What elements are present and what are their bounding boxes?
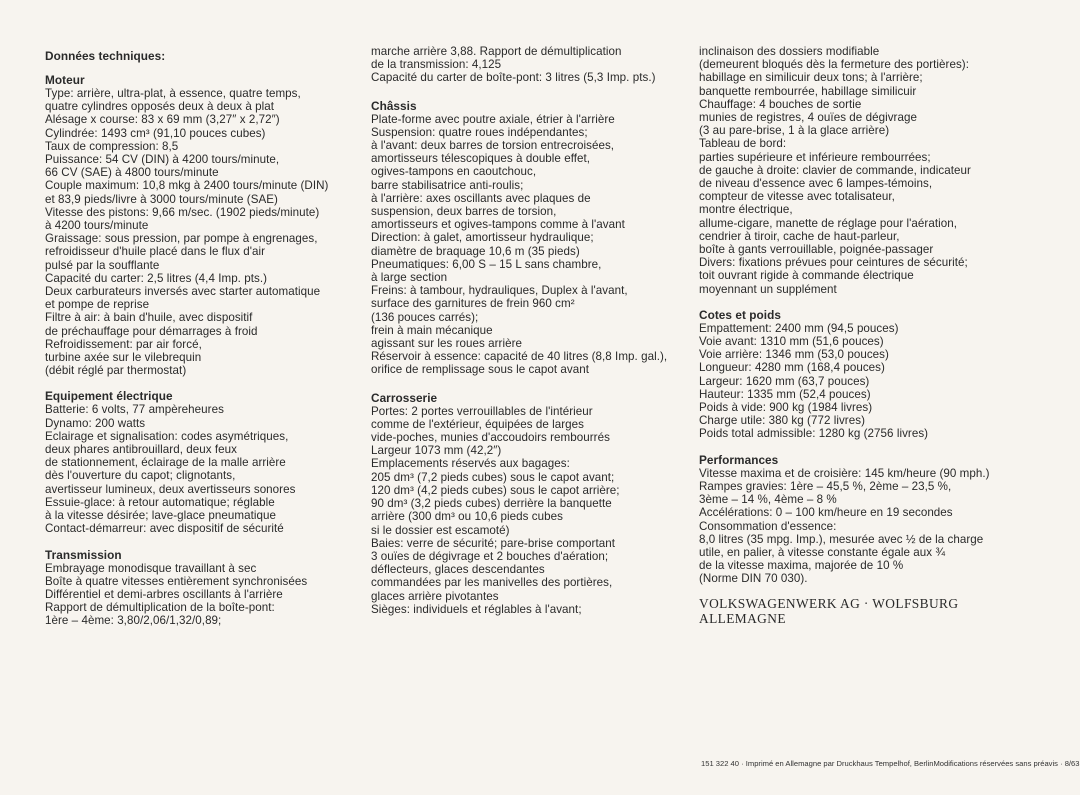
text-line: de stationnement, éclairage de la malle arrière (45, 456, 286, 470)
text-line: Consommation d'essence: (699, 519, 837, 533)
section-heading: Carrosserie (371, 390, 438, 405)
text-line: 8,0 litres (35 mpg. Imp.), mesurée avec ½ de la charge (699, 532, 984, 546)
section-lines (371, 405, 696, 616)
text-line: orifice de remplissage sous le capot avant (371, 363, 589, 377)
text-line: à la vitesse désirée; lave-glace pneumatique (45, 509, 276, 523)
text-line: Essuie-glace: à retour automatique; réglable (45, 495, 275, 509)
column-left (45, 49, 365, 628)
section-equipement-electrique (45, 389, 365, 535)
spacer (699, 296, 1029, 308)
text-line: à large section (371, 271, 448, 285)
text-line: dès l'ouverture du capot; clignotants, (45, 469, 236, 483)
text-line: déflecteurs, glaces descendantes (371, 563, 545, 577)
text-line: inclinaison des dossiers modifiable (699, 45, 880, 58)
text-line: Modifications réservées sans préavis · 8/63 (933, 759, 1080, 768)
text-line: Poids total admissible: 1280 kg (2756 livres) (699, 427, 929, 441)
continued-text (699, 45, 1029, 296)
text-line: Portes: 2 portes verrouillables de l'intérieur (371, 404, 593, 418)
text-line: habillage en similicuir deux tons; à l'arrière; (699, 71, 923, 85)
text-line: Réservoir à essence: capacité de 40 litres (8,8 Imp. gal.), (371, 350, 668, 364)
text-line: Taux de compression: 8,5 (45, 139, 179, 153)
text-line: (3 au pare-brise, 1 à la glace arrière) (699, 124, 890, 138)
text-line: Sièges: individuels et réglables à l'avant; (371, 602, 582, 616)
text-line: de la transmission: 4,125 (371, 58, 502, 72)
text-line: munies de registres, 4 ouïes de dégivrage (699, 111, 917, 125)
text-line: Contact-démarreur: avec dispositif de sécurité (45, 522, 284, 536)
text-line: agissant sur les roues arrière (371, 337, 522, 351)
text-line: Couple maximum: 10,8 mkg à 2400 tours/minute (DIN) (45, 179, 329, 193)
text-line: Embrayage monodisque travaillant à sec (45, 561, 257, 575)
text-line: (débit réglé par thermostat) (45, 364, 187, 378)
text-line: à l'arrière: axes oscillants avec plaques de (371, 191, 591, 205)
text-line: montre électrique, (699, 203, 793, 217)
text-line: 1ère – 4ème: 3,80/2,06/1,32/0,89; (45, 614, 222, 628)
company-name (699, 596, 1029, 626)
text-line: Tableau de bord: (699, 137, 787, 151)
text-line: amortisseurs télescopiques à double effet, (371, 152, 591, 166)
text-line: utile, en palier, à vitesse constante égale aux ¾ (699, 545, 946, 559)
section-lines (699, 322, 1029, 441)
text-line: 3 ouïes de dégivrage et 2 bouches d'aération; (371, 549, 609, 563)
text-line: Largeur 1073 mm (42,2″) (371, 444, 502, 458)
text-line: vide-poches, munies d'accoudoirs rembourrés (371, 431, 610, 445)
continued-text (371, 45, 696, 85)
text-line: Accélérations: 0 – 100 km/heure en 19 secondes (699, 506, 953, 520)
text-line: ALLEMAGNE (699, 610, 786, 626)
section-transmission (45, 548, 365, 628)
spacer (371, 85, 696, 99)
text-line: allume-cigare, manette de réglage pour l'aération, (699, 216, 957, 230)
spacer (45, 377, 365, 389)
text-line: 3ème – 14 %, 4ème – 8 % (699, 493, 837, 507)
text-line: moyennant un supplément (699, 282, 837, 296)
text-line: diamètre de braquage 10,6 m (35 pieds) (371, 244, 580, 258)
section-heading: Transmission (45, 547, 122, 562)
text-line: Capacité du carter de boîte-pont: 3 litres (5,3 Imp. pts.) (371, 71, 656, 85)
text-line: compteur de vitesse avec totalisateur, (699, 190, 895, 204)
text-line: et 83,9 pieds/livre à 3000 tours/minute (SAE) (45, 192, 278, 206)
text-line: Emplacements réservés aux bagages: (371, 457, 570, 471)
text-line: avertisseur lumineux, deux avertisseurs sonores (45, 482, 296, 496)
text-line: cendrier à tiroir, cache de haut-parleur, (699, 229, 900, 243)
text-line: de la vitesse maxima, majorée de 10 % (699, 559, 904, 573)
document-title: Données techniques: (45, 49, 166, 63)
text-line: barre stabilisatrice anti-roulis; (371, 178, 524, 192)
text-line: Empattement: 2400 mm (94,5 pouces) (699, 321, 899, 335)
text-line: de préchauffage pour démarrages à froid (45, 324, 258, 338)
print-footer (701, 758, 1080, 770)
text-line: arrière (300 dm³ ou 10,6 pieds cubes (371, 510, 563, 524)
text-line: et pompe de reprise (45, 298, 150, 312)
section-cotes-et-poids (699, 308, 1029, 441)
text-line: Largeur: 1620 mm (63,7 pouces) (699, 374, 870, 388)
text-line: toit ouvrant rigide à commande électrique (699, 269, 914, 283)
section-lines (45, 562, 365, 628)
text-line: Eclairage et signalisation: codes asymétriques, (45, 429, 289, 443)
section-heading: Cotes et poids (699, 307, 781, 322)
text-line: à 4200 tours/minute (45, 219, 149, 233)
text-line: pulsé par la soufflante (45, 258, 160, 272)
text-line: suspension, deux barres de torsion, (371, 205, 557, 219)
text-line: ogives-tampons en caoutchouc, (371, 165, 537, 179)
text-line: de gauche à droite: clavier de commande, indicateur (699, 163, 971, 177)
text-line: Deux carburateurs inversés avec starter automatique (45, 285, 321, 299)
text-line: Cylindrée: 1493 cm³ (91,10 pouces cubes) (45, 126, 266, 140)
text-line: Vitesse des pistons: 9,66 m/sec. (1902 pieds/minute) (45, 205, 320, 219)
text-line: Boîte à quatre vitesses entièrement synchronisées (45, 574, 308, 588)
text-line: Poids à vide: 900 kg (1984 livres) (699, 401, 873, 415)
section-chassis (371, 99, 696, 377)
section-performances (699, 453, 1029, 586)
section-heading: Performances (699, 452, 779, 467)
text-line: parties supérieure et inférieure rembourrées; (699, 150, 931, 164)
section-heading: Châssis (371, 98, 417, 113)
text-line: Longueur: 4280 mm (168,4 pouces) (699, 361, 885, 375)
text-line: 120 dm³ (4,2 pieds cubes) sous le capot arrière; (371, 483, 620, 497)
text-line: Refroidissement: par air forcé, (45, 337, 202, 351)
text-line: Vitesse maxima et de croisière: 145 km/heure (90 mph.) (699, 466, 990, 480)
spacer (45, 536, 365, 548)
text-line: boîte à gants verrouillable, poignée-passager (699, 243, 934, 257)
text-line: Rapport de démultiplication de la boîte-pont: (45, 601, 275, 615)
text-line: Batterie: 6 volts, 77 ampèreheures (45, 403, 224, 417)
text-line: 66 CV (SAE) à 4800 tours/minute (45, 166, 219, 180)
text-line: Puissance: 54 CV (DIN) à 4200 tours/minute, (45, 153, 280, 167)
column-middle (371, 45, 696, 616)
text-line: de niveau d'essence avec 6 lampes-témoins, (699, 177, 933, 191)
text-line: glaces arrière pivotantes (371, 589, 499, 603)
section-heading: Equipement électrique (45, 389, 173, 404)
text-line: Alésage x course: 83 x 69 mm (3,27″ x 2,72″) (45, 113, 280, 127)
text-line: (demeurent bloqués dès la fermeture des portières): (699, 58, 969, 72)
text-line: turbine axée sur le vilebrequin (45, 351, 202, 365)
text-line: Différentiel et demi-arbres oscillants à l'arrière (45, 587, 283, 601)
text-line: marche arrière 3,88. Rapport de démultiplication (371, 45, 622, 58)
text-line: Baies: verre de sécurité; pare-brise comportant (371, 536, 615, 550)
spacer (45, 63, 365, 73)
text-line: Charge utile: 380 kg (772 livres) (699, 414, 865, 428)
text-line: Graissage: sous pression, par pompe à engrenages, (45, 232, 318, 246)
text-line: 151 322 40 · Imprimé en Allemagne par Druckhaus Tempelhof, Berlin (701, 759, 934, 768)
spacer (699, 441, 1029, 453)
text-line: Voie avant: 1310 mm (51,6 pouces) (699, 335, 884, 349)
section-lines (45, 87, 365, 377)
spacer (371, 377, 696, 391)
text-line: Chauffage: 4 bouches de sortie (699, 97, 862, 111)
section-carrosserie (371, 391, 696, 616)
text-line: Suspension: quatre roues indépendantes; (371, 125, 588, 139)
text-line: (Norme DIN 70 030). (699, 572, 808, 586)
text-line: Plate-forme avec poutre axiale, étrier à l'arrière (371, 112, 615, 126)
text-line: si le dossier est escamoté) (371, 523, 510, 537)
text-line: 205 dm³ (7,2 pieds cubes) sous le capot avant; (371, 470, 615, 484)
text-line: commandées par les manivelles des portières, (371, 576, 613, 590)
text-line: comme de l'extérieur, équipées de larges (371, 417, 585, 431)
text-line: VOLKSWAGENWERK AG · WOLFSBURG (699, 595, 959, 611)
section-lines (371, 113, 696, 377)
text-line: Rampes gravies: 1ère – 45,5 %, 2ème – 23,5 %, (699, 479, 952, 493)
text-line: Hauteur: 1335 mm (52,4 pouces) (699, 387, 871, 401)
text-line: amortisseurs et ogives-tampons comme à l'avant (371, 218, 625, 232)
text-line: Dynamo: 200 watts (45, 416, 146, 430)
text-line: deux phares antibrouillard, deux feux (45, 443, 237, 457)
text-line: Capacité du carter: 2,5 litres (4,4 Imp. pts.) (45, 271, 268, 285)
section-lines (699, 467, 1029, 586)
section-moteur (45, 73, 365, 377)
text-line: Freins: à tambour, hydrauliques, Duplex à l'avant, (371, 284, 628, 298)
text-line: Filtre à air: à bain d'huile, avec dispositif (45, 311, 253, 325)
text-line: 90 dm³ (3,2 pieds cubes) derrière la banquette (371, 497, 612, 511)
text-line: (136 pouces carrés); (371, 310, 479, 324)
text-line: Pneumatiques: 6,00 S – 15 L sans chambre, (371, 257, 602, 271)
text-line: banquette rembourrée, habillage similicuir (699, 84, 917, 98)
section-lines (45, 403, 365, 535)
text-line: Direction: à galet, amortisseur hydraulique; (371, 231, 594, 245)
column-right (699, 45, 1029, 626)
text-line: Type: arrière, ultra-plat, à essence, quatre temps, (45, 87, 301, 100)
section-heading: Moteur (45, 73, 85, 87)
text-line: refroidisseur d'huile placé dans le flux d'air (45, 245, 266, 259)
text-line: à l'avant: deux barres de torsion entrecroisées, (371, 139, 615, 153)
text-line: Divers: fixations prévues pour ceintures de sécurité; (699, 256, 968, 270)
text-line: quatre cylindres opposés deux à deux à plat (45, 100, 275, 114)
text-line: surface des garnitures de frein 960 cm² (371, 297, 575, 311)
text-line: Voie arrière: 1346 mm (53,0 pouces) (699, 348, 889, 362)
text-line: frein à main mécanique (371, 323, 493, 337)
